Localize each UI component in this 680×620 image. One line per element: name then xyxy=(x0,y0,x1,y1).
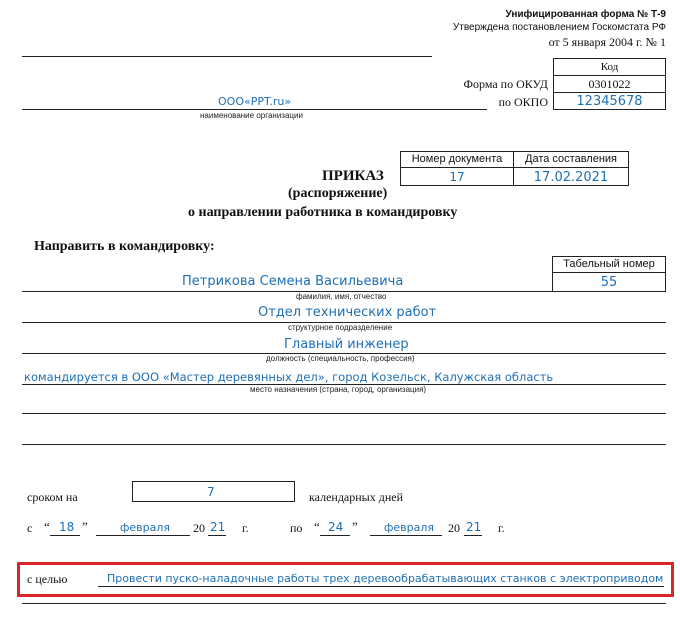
period-to-day-line xyxy=(320,535,350,536)
purpose-line xyxy=(98,586,664,587)
period-from-month-line xyxy=(96,535,190,536)
blank-line-1 xyxy=(22,413,666,414)
period-from-year-suffix: г. xyxy=(242,521,249,535)
period-to-year-suffix: г. xyxy=(498,521,505,535)
duration-value: 7 xyxy=(207,485,215,499)
period-from-month: февраля xyxy=(120,521,171,534)
period-to-year-prefix: 20 xyxy=(448,521,460,535)
blank-line-2 xyxy=(22,444,666,445)
department-caption: структурное подразделение xyxy=(288,323,393,332)
okpo-cell xyxy=(553,92,666,110)
doc-number-cell xyxy=(400,167,514,186)
organization-caption: наименование организации xyxy=(200,111,303,120)
position: Главный инженер xyxy=(284,337,409,352)
okpo-value: 12345678 xyxy=(576,94,643,109)
period-from-quote-close: ” xyxy=(82,519,88,534)
period-to-month-line xyxy=(370,535,442,536)
period-to-day: 24 xyxy=(328,520,344,534)
period-from-label: с xyxy=(27,521,33,535)
destination: командируется в ООО «Мастер деревянных дел», город Козельск, Калужская область xyxy=(24,370,554,384)
doc-number-header xyxy=(400,151,514,168)
position-caption: должность (специальность, профессия) xyxy=(266,354,415,363)
period-from-year-prefix: 20 xyxy=(193,521,205,535)
okpo-label: по ОКПО xyxy=(498,95,548,109)
okud-value: 0301022 xyxy=(588,77,631,91)
title-rasporyazhenie: (распоряжение) xyxy=(288,186,388,201)
employee-name-line xyxy=(22,291,552,292)
doc-number-header-label: Номер документа xyxy=(411,153,503,165)
purpose-value: Провести пуско-наладочные работы трех деревообрабатывающих станков с электроприводом xyxy=(107,572,664,585)
doc-date-header-label: Дата составления xyxy=(525,153,617,165)
bottom-line xyxy=(22,603,666,604)
title-subject: о направлении работника в командировку xyxy=(188,205,458,220)
doc-date-cell xyxy=(513,167,629,186)
period-to-quote-close: ” xyxy=(352,519,358,534)
org-line xyxy=(22,109,487,110)
employee-name-caption: фамилия, имя, отчество xyxy=(296,292,387,301)
period-to-year-line xyxy=(464,535,482,536)
kod-header xyxy=(553,58,666,76)
tab-number-header-label: Табельный номер xyxy=(563,258,655,270)
period-to-quote-open: “ xyxy=(314,519,320,534)
kod-label: Код xyxy=(600,61,619,73)
department: Отдел технических работ xyxy=(258,305,437,320)
tab-number-value: 55 xyxy=(600,275,618,290)
doc-date-value: 17.02.2021 xyxy=(533,170,609,185)
form-title: Унифицированная форма № Т-9 xyxy=(505,9,666,20)
duration-unit: календарных дней xyxy=(309,490,404,504)
destination-caption: место назначения (страна, город, организация) xyxy=(250,385,427,394)
okud-label: Форма по ОКУД xyxy=(463,77,548,91)
organization-name: ООО«PPT.ru» xyxy=(218,95,292,108)
period-from-year: 21 xyxy=(210,520,226,534)
employee-name: Петрикова Семена Васильевича xyxy=(182,274,404,289)
period-to-year: 21 xyxy=(466,520,482,534)
approved-date: от 5 января 2004 г. № 1 xyxy=(548,35,666,49)
period-from-quote-open: “ xyxy=(44,519,50,534)
period-from-day: 18 xyxy=(59,520,75,534)
period-to-month: февраля xyxy=(384,521,435,534)
period-from-year-line xyxy=(208,535,226,536)
tab-number-cell xyxy=(552,272,666,292)
okud-cell xyxy=(553,75,666,93)
title-prikaz: ПРИКАЗ xyxy=(322,168,384,184)
duration-label: сроком на xyxy=(27,490,78,504)
approved-by: Утверждена постановлением Госкомстата РФ xyxy=(452,22,666,33)
send-label: Направить в командировку: xyxy=(34,239,215,254)
doc-date-header xyxy=(513,151,629,168)
doc-number-value: 17 xyxy=(449,170,465,184)
period-from-day-line xyxy=(50,535,80,536)
top-line xyxy=(22,56,432,57)
period-to-label: по xyxy=(290,521,303,535)
purpose-label: с целью xyxy=(27,572,68,586)
tab-number-header xyxy=(552,256,666,273)
